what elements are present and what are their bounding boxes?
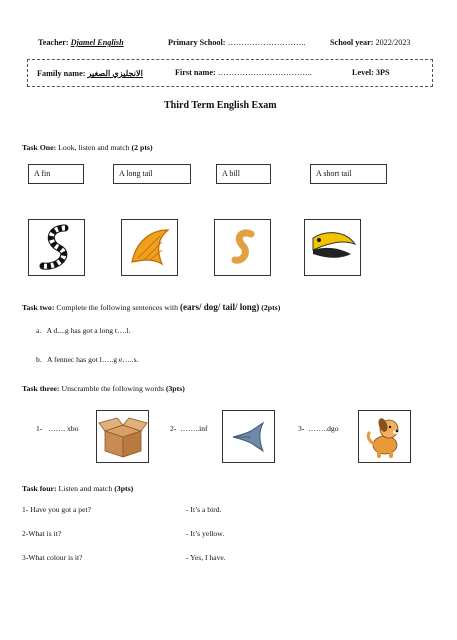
first-name-line xyxy=(175,68,312,77)
school-dots: ……………………….. xyxy=(227,38,306,47)
task2-words: (ears/ dog/ tail/ long) xyxy=(180,302,260,312)
fin-icon xyxy=(122,220,177,275)
task1-instruction: Look, listen and match xyxy=(58,143,130,152)
picture-dog xyxy=(358,410,411,463)
task1-title: Task One: xyxy=(22,143,57,152)
school-label: Primary School: xyxy=(168,38,226,47)
fish-fin-icon xyxy=(223,411,274,462)
picture-bill[interactable] xyxy=(304,219,361,276)
sentence-a-text[interactable]: A d....g has got a long t….l. xyxy=(46,326,131,335)
year-line xyxy=(330,38,411,47)
unscramble-3 xyxy=(298,424,339,433)
school-line xyxy=(168,38,305,47)
short-tail-icon xyxy=(215,220,270,275)
task2-title: Task two: xyxy=(22,303,55,312)
level-value: 3PS xyxy=(375,68,390,77)
sentence-a-letter: a. xyxy=(36,326,42,335)
unscramble-1-word[interactable]: ……. xbo xyxy=(48,424,79,433)
task1-heading xyxy=(22,143,153,152)
family-line xyxy=(37,68,143,78)
family-label: Family name: xyxy=(37,69,86,78)
first-dots: …………………………….. xyxy=(217,68,312,77)
task3-title: Task three: xyxy=(22,384,60,393)
level-line xyxy=(352,68,390,77)
task3-instruction: Unscramble the following words xyxy=(61,384,164,393)
striped-tail-icon xyxy=(29,220,84,275)
unscramble-2 xyxy=(170,424,208,433)
question-3[interactable]: 3-What colour is it? xyxy=(22,553,83,562)
task1-points: (2 pts) xyxy=(131,143,153,152)
label-box-bill[interactable]: A bill xyxy=(216,164,271,184)
label-box-fin[interactable]: A fin xyxy=(28,164,84,184)
task2-heading xyxy=(22,302,280,312)
picture-striped-tail[interactable] xyxy=(28,219,85,276)
answer-1[interactable]: - It’s a bird. xyxy=(186,505,222,514)
sentence-a xyxy=(36,326,131,335)
task2-instruction: Complete the following sentences with xyxy=(56,303,179,312)
box-icon xyxy=(97,411,148,462)
sentence-b-letter: b. xyxy=(36,355,42,364)
task4-title: Task four: xyxy=(22,484,57,493)
task4-instruction: Listen and match xyxy=(58,484,113,493)
family-value: الانجليزي الصغير xyxy=(87,69,143,78)
label-box-long-tail[interactable]: A long tail xyxy=(113,164,191,184)
picture-box xyxy=(96,410,149,463)
question-2[interactable]: 2-What is it? xyxy=(22,529,62,538)
unscramble-1 xyxy=(36,424,78,433)
sentence-b-text[interactable]: A fennec has got l…..g e…..s. xyxy=(46,355,139,364)
dog-icon xyxy=(359,411,410,462)
task2-points: (2pts) xyxy=(261,303,281,312)
first-label: First name: xyxy=(175,68,216,77)
picture-fish-fin xyxy=(222,410,275,463)
picture-short-tail[interactable] xyxy=(214,219,271,276)
picture-fin[interactable] xyxy=(121,219,178,276)
label-box-short-tail[interactable]: A short tail xyxy=(310,164,387,184)
answer-2[interactable]: - It’s yellow. xyxy=(186,529,225,538)
teacher-line xyxy=(38,38,124,47)
task4-heading xyxy=(22,484,133,493)
exam-title: Third Term English Exam xyxy=(164,100,277,111)
task3-points: (3pts) xyxy=(165,384,185,393)
unscramble-3-num: 3- xyxy=(298,424,305,433)
year-label: School year: xyxy=(330,38,374,47)
bill-icon xyxy=(305,220,360,275)
task3-heading xyxy=(22,384,185,393)
level-label: Level: xyxy=(352,68,374,77)
unscramble-3-word[interactable]: ……..dgo xyxy=(308,424,339,433)
question-1[interactable]: 1- Have you got a pet? xyxy=(22,505,91,514)
task4-points: (3pts) xyxy=(114,484,134,493)
sentence-b xyxy=(36,355,139,364)
unscramble-2-num: 2- xyxy=(170,424,177,433)
year-value: 2022/2023 xyxy=(375,38,411,47)
unscramble-2-word[interactable]: ……..inf xyxy=(180,424,208,433)
answer-3[interactable]: - Yes, I have. xyxy=(186,553,226,562)
teacher-label: Teacher: xyxy=(38,38,69,47)
teacher-name: Djamel English xyxy=(70,38,124,47)
unscramble-1-num: 1- xyxy=(36,424,43,433)
